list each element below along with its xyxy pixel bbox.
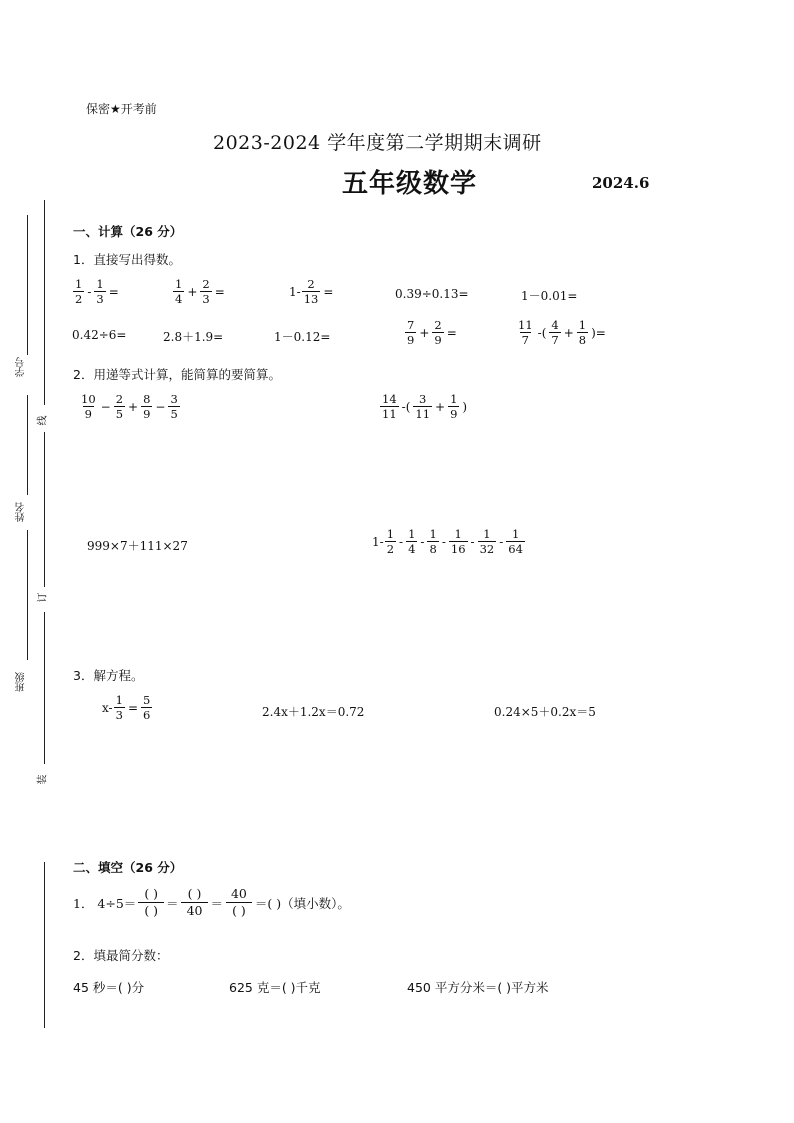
answer-blank[interactable]: ( ): [187, 886, 202, 901]
name-field-line: [27, 215, 28, 355]
fill-blank-item[interactable]: 625 克＝( )千克: [229, 980, 321, 995]
equation: x- $\frac{1}{3}$ = $\frac{5}{6}$: [102, 693, 151, 722]
exam-date: 2024.6: [592, 174, 650, 192]
math-expression: 2.8＋1.9=: [163, 330, 224, 344]
question-prompt: 2．填最简分数：: [73, 948, 169, 963]
exam-title: 2023-2024 学年度第二学期期末调研: [213, 132, 542, 154]
binding-line: [44, 612, 45, 764]
answer-blank[interactable]: ( ): [138, 902, 164, 919]
section-heading: 一、计算（26 分）: [73, 224, 183, 239]
fill-blank-item[interactable]: 450 平方分米＝( )平方米: [407, 980, 549, 995]
class-label: 班级: [16, 672, 27, 692]
math-expression: $\frac{1}{4}$ + $\frac{2}{3}$ =: [175, 277, 225, 306]
binding-line: [44, 200, 45, 405]
question-prompt: 2．用递等式计算，能简算的要简算。: [73, 367, 281, 382]
name-field-line: [27, 395, 28, 495]
binding-line: [44, 862, 45, 1028]
binding-mark: 装: [37, 774, 49, 785]
question-prompt: 1．直接写出得数。: [73, 252, 181, 267]
math-expression: 1- $\frac{1}{2}$ - $\frac{1}{4}$ - $\frac{1}{8}$ - $\frac{1}{16}$ - $\frac{1}{32}$ - $\frac{1}{64}$: [372, 527, 523, 556]
answer-blank[interactable]: ( ): [144, 886, 159, 901]
binding-line: [44, 432, 45, 587]
fill-blank-item[interactable]: 45 秒＝( )分: [73, 980, 145, 995]
math-expression: 0.39÷0.13=: [395, 287, 469, 301]
equation: 2.4x＋1.2x＝0.72: [262, 705, 365, 719]
answer-blank[interactable]: ＝( )（填小数）。: [254, 895, 350, 911]
binding-mark: 线: [37, 415, 49, 426]
fill-blank-question: 1． 4÷5＝ ( ) ( ) ＝ ( ) 40 ＝ 40 ( ) ＝( )（填小数）。: [73, 886, 350, 918]
answer-blank[interactable]: ( ): [226, 902, 252, 919]
math-expression: 1－0.12=: [274, 330, 331, 344]
confidential-label: 保密★开考前: [86, 102, 157, 116]
section-heading: 二、填空（26 分）: [73, 860, 183, 875]
math-expression: 1－0.01=: [521, 289, 578, 303]
math-expression: 999×7＋111×27: [87, 539, 188, 553]
math-expression: 0.42÷6=: [72, 328, 127, 342]
binding-mark: 订: [37, 592, 49, 603]
name-field-line: [27, 530, 28, 660]
equation: 0.24×5＋0.2x＝5: [494, 705, 596, 719]
math-expression: $\frac{7}{9}$ + $\frac{2}{9}$ =: [407, 318, 457, 347]
math-expression: 1- $\frac{2}{13}$ =: [289, 277, 334, 306]
math-expression: $\frac{1}{2}$ - $\frac{1}{3}$ =: [75, 277, 119, 306]
student-id-label: 学号: [16, 357, 27, 377]
math-expression: $\frac{10}{9}$ − $\frac{2}{5}$ + $\frac{8}{9}$ − $\frac{3}{5}$: [81, 392, 178, 421]
exam-subject: 五年级数学: [342, 169, 478, 199]
student-name-label: 姓名: [16, 502, 27, 522]
math-expression: $\frac{11}{7}$ -( $\frac{4}{7}$ + $\frac{1}{8}$ )=: [518, 318, 606, 347]
question-prompt: 3．解方程。: [73, 668, 144, 683]
math-expression: $\frac{14}{11}$ -( $\frac{3}{11}$ + $\frac{1}{9}$ ): [382, 392, 468, 421]
